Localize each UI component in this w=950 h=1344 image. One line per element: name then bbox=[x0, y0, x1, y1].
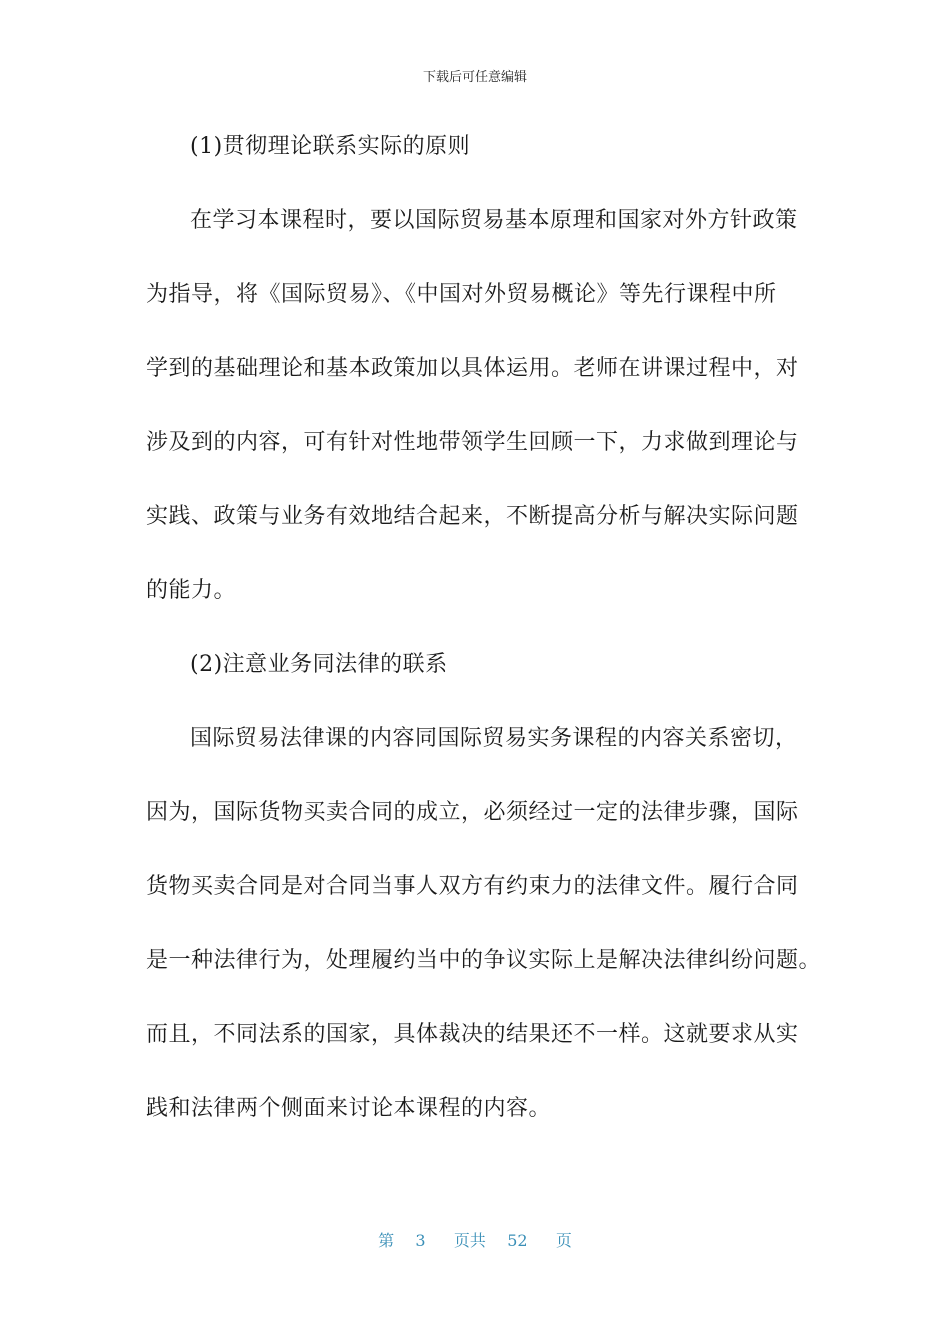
paragraph-line: 而且，不同法系的国家，具体裁决的结果还不一样。这就要求从实 bbox=[146, 1022, 799, 1047]
total-page-count: 52 bbox=[507, 1231, 528, 1250]
paragraph-line: 货物买卖合同是对合同当事人双方有约束力的法律文件。履行合同 bbox=[146, 874, 799, 899]
paragraph-line: 为指导，将《国际贸易》、《中国对外贸易概论》等先行课程中所 bbox=[146, 282, 777, 307]
page-header: 下载后可任意编辑 bbox=[422, 70, 527, 85]
current-page-number: 3 bbox=[415, 1231, 426, 1250]
section-heading: (2)注意业务同法律的联系 bbox=[190, 652, 448, 677]
paragraph-line: 是一种法律行为，处理履约当中的争议实际上是解决法律纠纷问题。 bbox=[146, 948, 822, 973]
paragraph-line: 涉及到的内容，可有针对性地带领学生回顾一下，力求做到理论与 bbox=[146, 430, 799, 455]
footer-middle: 页共 bbox=[453, 1231, 486, 1250]
paragraph-line: 学到的基础理论和基本政策加以具体运用。老师在讲课过程中，对 bbox=[146, 356, 799, 381]
page-footer bbox=[0, 1228, 950, 1251]
footer-prefix: 第 bbox=[378, 1231, 395, 1250]
paragraph-line: 国际贸易法律课的内容同国际贸易实务课程的内容关系密切， bbox=[190, 726, 798, 751]
section-heading: (1)贯彻理论联系实际的原则 bbox=[190, 134, 471, 159]
document-body bbox=[146, 129, 822, 1165]
paragraph-line: 在学习本课程时，要以国际贸易基本原理和国家对外方针政策 bbox=[190, 208, 798, 233]
paragraph-line: 践和法律两个侧面来讨论本课程的内容。 bbox=[146, 1096, 552, 1121]
paragraph-line: 的能力。 bbox=[146, 578, 237, 603]
paragraph-line: 实践、政策与业务有效地结合起来，不断提高分析与解决实际问题 bbox=[146, 504, 799, 529]
paragraph-line: 因为，国际货物买卖合同的成立，必须经过一定的法律步骤，国际 bbox=[146, 800, 799, 825]
footer-suffix: 页 bbox=[555, 1231, 572, 1250]
